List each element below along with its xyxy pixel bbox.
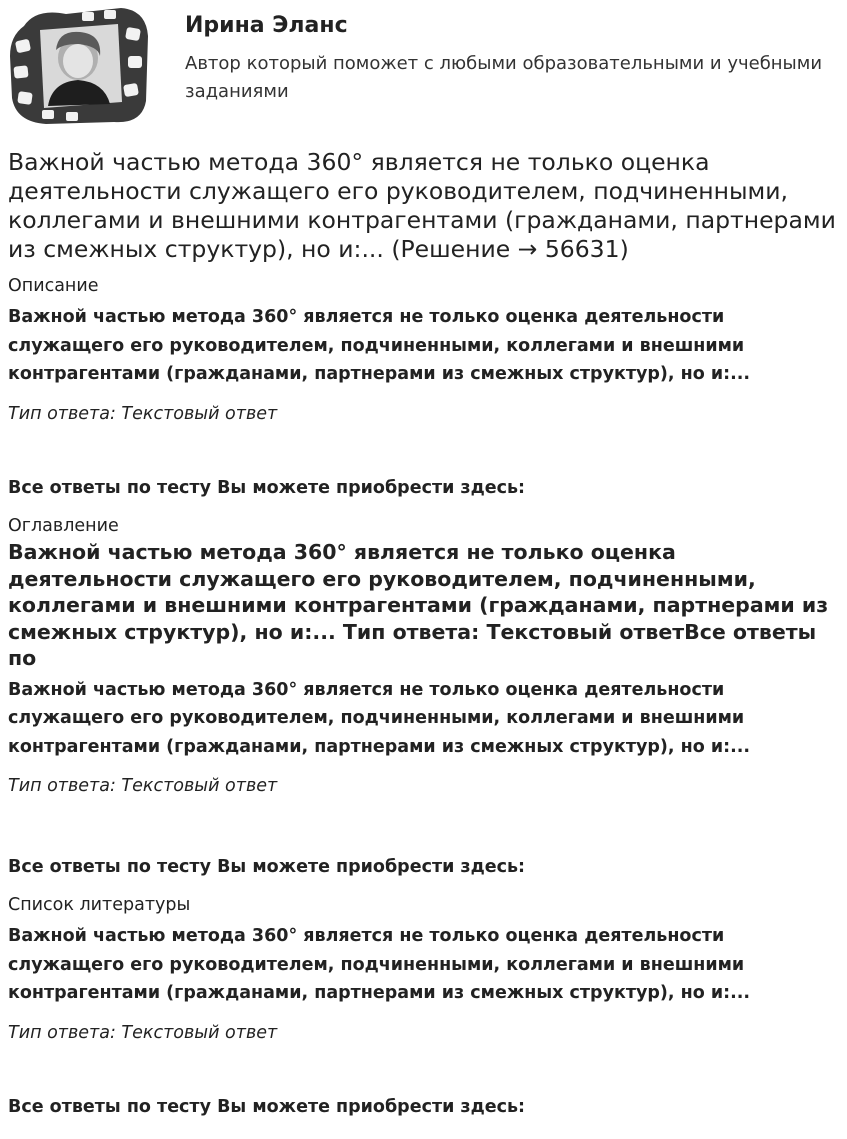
literature-text: Важной частью метода 360° является не только оценка деятельности служащего его руководителем, подчиненными, коллегами и внешними контрагентами (гражданами, партнерами из смежных структур), но и:... — [8, 926, 751, 1003]
description-text: Важной частью метода 360° является не только оценка деятельности служащего его руководителем, подчиненными, коллегами и внешними контрагентами (гражданами, партнерами из смежных структур), но и:... — [8, 307, 751, 384]
toc-label: Оглавление — [8, 516, 119, 536]
author-name: Ирина Эланс — [185, 13, 348, 38]
literature-answer-type: Тип ответа: Текстовый ответ — [8, 1022, 278, 1043]
literature-section — [8, 894, 838, 1044]
author-description: Автор который поможет с любыми образовательными и учебными заданиями — [185, 53, 823, 102]
toc-buy-text: Все ответы по тесту Вы можете приобрести здесь: — [8, 857, 526, 877]
literature-buy-text: Все ответы по тесту Вы можете приобрести здесь: — [8, 1097, 526, 1117]
toc-section — [8, 515, 838, 797]
description-label: Описание — [8, 276, 99, 296]
avatar — [6, 6, 152, 126]
toc-heading: Важной частью метода 360° является не только оценка деятельности служащего его руководителем, подчиненными, коллегами и внешними контрагентами (гражданами, партнерами из смежных структур), но и:... Тип ответа: Текстовый ответВсе ответы по — [8, 540, 829, 670]
description-section — [8, 275, 838, 425]
page-title: Важной частью метода 360° является не только оценка деятельности служащего его руководителем, подчиненными, коллегами и внешними контрагентами (гражданами, партнерами из смежных структур), но и:... (Решение → 56631) — [8, 148, 836, 263]
description-buy-text: Все ответы по тесту Вы можете приобрести здесь: — [8, 478, 526, 498]
literature-label: Список литературы — [8, 895, 191, 915]
toc-answer-type: Тип ответа: Текстовый ответ — [8, 776, 278, 796]
author-header — [0, 0, 847, 130]
description-answer-type: Тип ответа: Текстовый ответ — [8, 403, 278, 424]
toc-text: Важной частью метода 360° является не только оценка деятельности служащего его руководителем, подчиненными, коллегами и внешними контрагентами (гражданами, партнерами из смежных структур), но и:... — [8, 679, 751, 757]
